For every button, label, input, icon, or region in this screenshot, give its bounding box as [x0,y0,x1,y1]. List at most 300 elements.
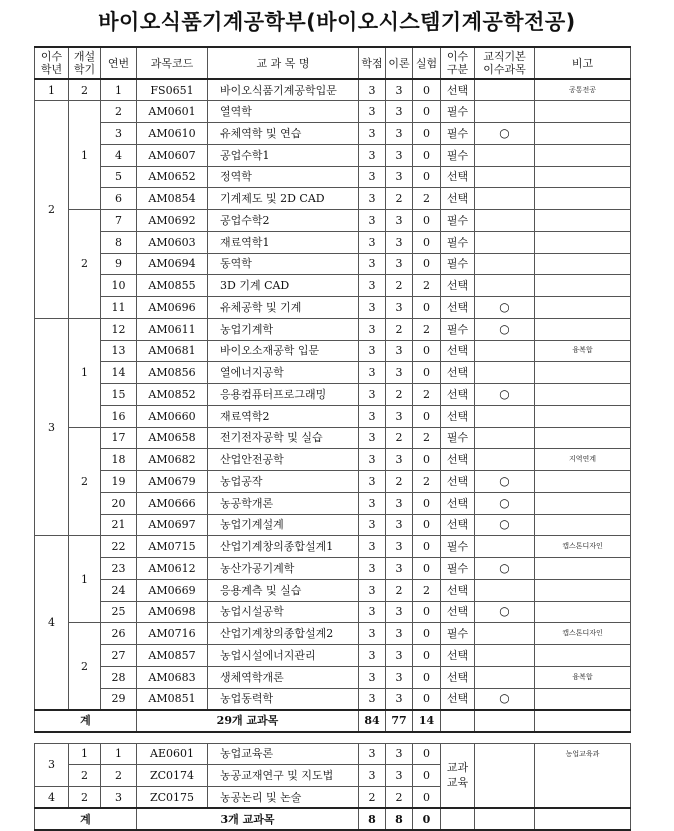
credit-cell: 3 [359,536,386,558]
teaching-cert-cell [475,101,535,123]
row-number: 8 [101,231,137,253]
total-practice: 14 [413,710,441,732]
theory-cell: 3 [386,688,413,710]
course-name: 재료역학2 [208,405,359,427]
total-course-count: 29개 교과목 [137,710,359,732]
course-code: AM0607 [137,144,208,166]
teaching-cert-cell [475,166,535,188]
theory-cell: 2 [386,275,413,297]
course-name: 생체역학개론 [208,666,359,688]
course-name: 유체역학 및 연습 [208,123,359,145]
course-row [35,253,631,275]
course-row [35,645,631,667]
practice-cell: 0 [413,231,441,253]
note-cell [535,471,631,493]
theory-cell: 3 [386,405,413,427]
course-code: AM0692 [137,210,208,232]
course-code: ZC0174 [137,765,208,787]
practice-cell: 0 [413,340,441,362]
course-name: 농업동력학 [208,688,359,710]
theory-cell: 3 [386,666,413,688]
teaching-cert-cell [475,340,535,362]
practice-cell: 0 [413,362,441,384]
practice-cell: 0 [413,787,441,809]
teaching-cert-cell [475,536,535,558]
note-cell [535,688,631,710]
row-number: 20 [101,492,137,514]
course-name: 재료역학1 [208,231,359,253]
theory-cell: 3 [386,340,413,362]
practice-cell: 0 [413,166,441,188]
teaching-course-row [35,743,631,765]
semester-cell: 2 [69,787,101,809]
course-row [35,318,631,340]
theory-cell: 3 [386,210,413,232]
note-cell: 캡스톤디자인 [535,623,631,645]
row-number: 4 [101,144,137,166]
course-name: 농공교재연구 및 지도법 [208,765,359,787]
course-name: 산업기계창의종합설계1 [208,536,359,558]
course-code: AM0658 [137,427,208,449]
total-label: 계 [35,808,137,830]
year-cell: 3 [35,743,69,787]
credit-cell: 3 [359,579,386,601]
teaching-cert-mark-icon: ○ [475,492,535,514]
credit-cell: 3 [359,405,386,427]
credit-cell: 3 [359,340,386,362]
practice-cell: 0 [413,688,441,710]
note-cell [535,231,631,253]
header-teaching-cert: 교직기본 이수과목 [475,47,535,79]
note-cell [535,601,631,623]
note-cell [535,210,631,232]
credit-cell: 3 [359,188,386,210]
credit-cell: 3 [359,427,386,449]
course-name: 산업안전공학 [208,449,359,471]
type-cell: 선택 [441,79,475,101]
practice-cell: 2 [413,318,441,340]
teaching-total-row [35,808,631,830]
type-cell: 필수 [441,123,475,145]
practice-cell: 0 [413,666,441,688]
header-practice: 실험 [413,47,441,79]
course-row [35,427,631,449]
theory-cell: 3 [386,601,413,623]
theory-cell: 2 [386,318,413,340]
course-code: AM0852 [137,384,208,406]
teaching-cert-mark-icon: ○ [475,123,535,145]
type-cell: 선택 [441,601,475,623]
practice-cell: 0 [413,514,441,536]
practice-cell: 0 [413,210,441,232]
theory-cell: 3 [386,101,413,123]
practice-cell: 2 [413,384,441,406]
row-number: 3 [101,123,137,145]
theory-cell: 3 [386,231,413,253]
theory-cell: 3 [386,514,413,536]
course-code: AM0854 [137,188,208,210]
course-code: AM0856 [137,362,208,384]
teaching-cert-cell [475,188,535,210]
theory-cell: 3 [386,449,413,471]
course-code: AM0715 [137,536,208,558]
practice-cell: 0 [413,79,441,101]
type-cell: 선택 [441,384,475,406]
practice-cell: 0 [413,144,441,166]
course-name: 동역학 [208,253,359,275]
teaching-cert-cell [475,579,535,601]
course-row [35,101,631,123]
total-theory: 8 [386,808,413,830]
practice-cell: 0 [413,623,441,645]
header-course-name: 교 과 목 명 [208,47,359,79]
course-name: 산업기계창의종합설계2 [208,623,359,645]
row-number: 3 [101,787,137,809]
course-row [35,144,631,166]
credit-cell: 3 [359,297,386,319]
course-code: AM0660 [137,405,208,427]
row-number: 14 [101,362,137,384]
note-cell [535,579,631,601]
empty-cell [441,710,475,732]
empty-cell [535,808,631,830]
course-row [35,601,631,623]
course-code: AM0855 [137,275,208,297]
credit-cell: 3 [359,101,386,123]
theory-cell: 3 [386,166,413,188]
type-cell: 선택 [441,275,475,297]
course-row [35,579,631,601]
theory-cell: 3 [386,765,413,787]
course-name: 바이오식품기계공학입문 [208,79,359,101]
theory-cell: 3 [386,492,413,514]
row-number: 28 [101,666,137,688]
note-cell [535,362,631,384]
credit-cell: 3 [359,743,386,765]
total-credit: 8 [359,808,386,830]
theory-cell: 2 [386,188,413,210]
semester-cell: 2 [69,427,101,536]
total-row [35,710,631,732]
course-code: AM0851 [137,688,208,710]
note-cell [535,123,631,145]
teaching-cert-cell [475,231,535,253]
practice-cell: 0 [413,536,441,558]
note-cell: 융복합 [535,340,631,362]
credit-cell: 3 [359,765,386,787]
type-cell: 선택 [441,362,475,384]
row-number: 29 [101,688,137,710]
teaching-cert-cell [475,449,535,471]
type-cell: 필수 [441,144,475,166]
theory-cell: 3 [386,558,413,580]
total-course-count: 3개 교과목 [137,808,359,830]
credit-cell: 3 [359,688,386,710]
credit-cell: 3 [359,471,386,493]
credit-cell: 3 [359,318,386,340]
course-row [35,666,631,688]
teaching-cert-mark-icon: ○ [475,514,535,536]
note-cell [535,514,631,536]
practice-cell: 0 [413,297,441,319]
course-name: 응용계측 및 실습 [208,579,359,601]
note-cell: 공통전공 [535,79,631,101]
credit-cell: 3 [359,275,386,297]
theory-cell: 3 [386,253,413,275]
course-name: 농공학개론 [208,492,359,514]
practice-cell: 0 [413,449,441,471]
theory-cell: 3 [386,645,413,667]
note-cell [535,384,631,406]
course-code: AM0694 [137,253,208,275]
table-gap-cell [35,732,631,744]
practice-cell: 2 [413,427,441,449]
note-cell [535,275,631,297]
course-row [35,231,631,253]
teaching-cert-cell [475,275,535,297]
note-cell: 지역연계 [535,449,631,471]
course-row [35,297,631,319]
course-name: 농업시설에너지관리 [208,645,359,667]
row-number: 1 [101,79,137,101]
type-cell: 필수 [441,101,475,123]
credit-cell: 3 [359,623,386,645]
course-name: 농업기계학 [208,318,359,340]
note-cell [535,645,631,667]
teaching-cert-cell [475,210,535,232]
year-cell: 1 [35,79,69,101]
theory-cell: 2 [386,384,413,406]
credit-cell: 3 [359,666,386,688]
type-cell: 교과 교육 [441,743,475,808]
course-row [35,536,631,558]
theory-cell: 2 [386,579,413,601]
practice-cell: 0 [413,645,441,667]
year-cell: 4 [35,536,69,710]
teaching-cert-mark-icon: ○ [475,384,535,406]
row-number: 21 [101,514,137,536]
header-credit: 학점 [359,47,386,79]
course-name: 응용컴퓨터프로그래밍 [208,384,359,406]
note-cell [535,318,631,340]
header-code: 과목코드 [137,47,208,79]
table-gap [35,732,631,744]
type-cell: 선택 [441,449,475,471]
teaching-cert-cell [475,623,535,645]
header-theory: 이론 [386,47,413,79]
row-number: 19 [101,471,137,493]
course-row [35,688,631,710]
credit-cell: 3 [359,362,386,384]
row-number: 5 [101,166,137,188]
theory-cell: 3 [386,362,413,384]
course-name: 농업공작 [208,471,359,493]
course-name: 농업교육론 [208,743,359,765]
note-cell [535,427,631,449]
row-number: 16 [101,405,137,427]
course-code: AM0601 [137,101,208,123]
course-code: AM0669 [137,579,208,601]
theory-cell: 3 [386,144,413,166]
course-code: AM0698 [137,601,208,623]
row-number: 18 [101,449,137,471]
row-number: 11 [101,297,137,319]
semester-cell: 2 [69,623,101,710]
note-cell [535,405,631,427]
course-name: 농공논리 및 논술 [208,787,359,809]
type-cell: 선택 [441,340,475,362]
credit-cell: 3 [359,492,386,514]
course-code: AM0683 [137,666,208,688]
practice-cell: 0 [413,123,441,145]
header-no: 연번 [101,47,137,79]
type-cell: 선택 [441,405,475,427]
theory-cell: 2 [386,471,413,493]
teaching-cert-cell [475,666,535,688]
row-number: 26 [101,623,137,645]
semester-cell: 2 [69,79,101,101]
curriculum-body [35,79,631,830]
type-cell: 선택 [441,492,475,514]
course-row [35,405,631,427]
credit-cell: 3 [359,384,386,406]
note-cell [535,188,631,210]
course-row [35,340,631,362]
course-name: 공업수학1 [208,144,359,166]
course-row [35,384,631,406]
row-number: 1 [101,743,137,765]
row-number: 13 [101,340,137,362]
course-row [35,188,631,210]
type-cell: 선택 [441,688,475,710]
teaching-cert-cell [475,362,535,384]
row-number: 15 [101,384,137,406]
note-cell [535,101,631,123]
year-cell: 3 [35,318,69,536]
note-cell: 캡스톤디자인 [535,536,631,558]
empty-cell [475,710,535,732]
semester-cell: 2 [69,765,101,787]
course-code: AM0857 [137,645,208,667]
course-row [35,514,631,536]
practice-cell: 2 [413,471,441,493]
practice-cell: 0 [413,765,441,787]
year-cell: 4 [35,787,69,809]
credit-cell: 3 [359,558,386,580]
theory-cell: 3 [386,123,413,145]
course-name: 농업시설공학 [208,601,359,623]
type-cell: 선택 [441,188,475,210]
note-cell [535,492,631,514]
total-credit: 84 [359,710,386,732]
empty-cell [441,808,475,830]
teaching-cert-cell [475,743,535,808]
type-cell: 선택 [441,514,475,536]
note-cell [535,253,631,275]
course-name: 전기전자공학 및 실습 [208,427,359,449]
type-cell: 선택 [441,579,475,601]
course-code: AM0697 [137,514,208,536]
teaching-cert-cell [475,79,535,101]
header-year: 이수 학년 [35,47,69,79]
practice-cell: 2 [413,188,441,210]
type-cell: 선택 [441,297,475,319]
row-number: 10 [101,275,137,297]
course-row [35,623,631,645]
practice-cell: 0 [413,101,441,123]
course-code: AM0716 [137,623,208,645]
type-cell: 필수 [441,318,475,340]
type-cell: 필수 [441,427,475,449]
theory-cell: 3 [386,623,413,645]
course-code: AM0652 [137,166,208,188]
credit-cell: 3 [359,601,386,623]
practice-cell: 0 [413,558,441,580]
course-name: 기계제도 및 2D CAD [208,188,359,210]
type-cell: 필수 [441,536,475,558]
row-number: 2 [101,101,137,123]
theory-cell: 3 [386,743,413,765]
type-cell: 필수 [441,558,475,580]
course-row [35,558,631,580]
row-number: 27 [101,645,137,667]
theory-cell: 3 [386,297,413,319]
course-code: AM0611 [137,318,208,340]
empty-cell [475,808,535,830]
course-name: 열역학 [208,101,359,123]
note-cell [535,558,631,580]
practice-cell: 0 [413,492,441,514]
course-code: AM0696 [137,297,208,319]
course-name: 3D 기계 CAD [208,275,359,297]
row-number: 24 [101,579,137,601]
empty-cell [535,710,631,732]
course-code: ZC0175 [137,787,208,809]
course-row [35,449,631,471]
course-row [35,79,631,101]
course-row [35,123,631,145]
course-row [35,362,631,384]
row-number: 22 [101,536,137,558]
type-cell: 필수 [441,253,475,275]
teaching-cert-mark-icon: ○ [475,318,535,340]
type-cell: 선택 [441,666,475,688]
teaching-cert-cell [475,144,535,166]
teaching-cert-cell [475,405,535,427]
credit-cell: 3 [359,144,386,166]
total-theory: 77 [386,710,413,732]
row-number: 12 [101,318,137,340]
theory-cell: 3 [386,79,413,101]
total-label: 계 [35,710,137,732]
credit-cell: 3 [359,166,386,188]
semester-cell: 1 [69,743,101,765]
year-cell: 2 [35,101,69,319]
semester-cell: 1 [69,318,101,427]
course-code: AM0681 [137,340,208,362]
teaching-cert-mark-icon: ○ [475,297,535,319]
course-row [35,471,631,493]
row-number: 6 [101,188,137,210]
teaching-cert-cell [475,645,535,667]
course-name: 농업기계설계 [208,514,359,536]
course-name: 열에너지공학 [208,362,359,384]
theory-cell: 2 [386,787,413,809]
course-row [35,492,631,514]
credit-cell: 3 [359,79,386,101]
note-cell [535,166,631,188]
practice-cell: 0 [413,601,441,623]
